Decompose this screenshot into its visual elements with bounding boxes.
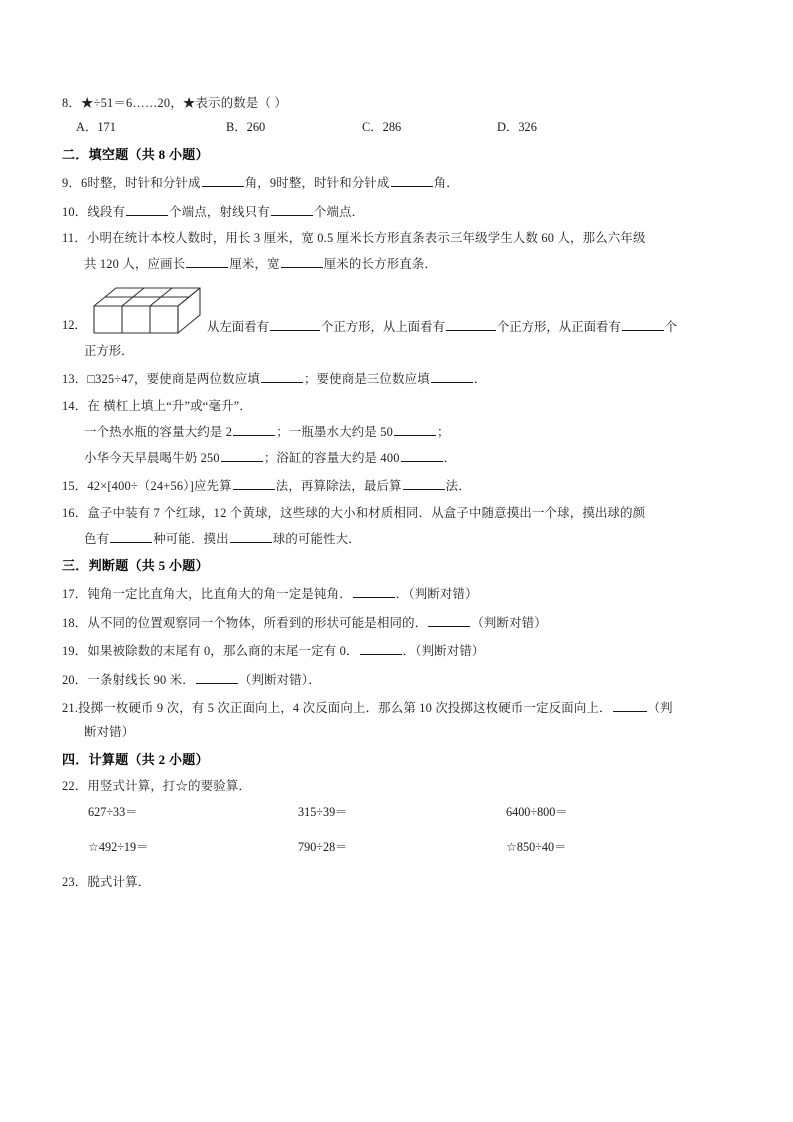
calc-expression: ☆850÷40＝ <box>506 840 567 854</box>
question-11-line1: 11．小明在统计本校人数时，用长 3 厘米，宽 0.5 厘米长方形直条表示三年级学生人数 60 人，那么六年级 <box>62 231 646 245</box>
calc-expression: 315÷39＝ <box>298 805 348 819</box>
question-17 <box>62 585 734 602</box>
question-8 <box>62 96 734 111</box>
question-21-line1a: 21.投掷一枚硬币 9 次，有 5 次正面向上，4 次反面向上．那么第 10 次投掷这枚硬币一定反面向上． <box>62 701 612 715</box>
question-11-line2c: 厘米的长方形直条． <box>323 257 438 271</box>
question-15-part3: 法． <box>445 479 471 493</box>
answer-blank[interactable] <box>431 370 473 383</box>
question-16-line-1 <box>62 506 734 521</box>
answer-blank[interactable] <box>613 699 647 712</box>
option-b[interactable]: B．260 <box>226 120 266 134</box>
question-20-part2: （判断对错）． <box>238 672 321 687</box>
question-20 <box>62 671 734 688</box>
question-21-line-2: 断对错） <box>84 725 135 739</box>
answer-blank[interactable] <box>233 423 275 436</box>
answer-blank[interactable] <box>221 449 263 462</box>
answer-blank[interactable] <box>353 585 395 598</box>
question-14-line-3 <box>62 449 734 466</box>
section-heading-3: 三．判断题（共 5 小题） <box>62 558 209 573</box>
question-11-line-2 <box>62 255 734 272</box>
question-11-line2a: 共 120 人，应画长 <box>84 257 186 271</box>
answer-blank[interactable] <box>230 530 272 543</box>
question-9-part2: 角，9时整，时针和分针成 <box>244 176 390 190</box>
question-12-text-d: 个 <box>664 319 678 334</box>
answer-blank[interactable] <box>271 203 313 216</box>
answer-blank[interactable] <box>202 174 244 187</box>
answer-blank[interactable] <box>233 477 275 490</box>
question-18-part1: 18．从不同的位置观察同一个物体，所看到的形状可能是相同的． <box>62 615 428 630</box>
question-19-part1: 19．如果被除数的末尾有 0，那么商的末尾一定有 0． <box>62 644 359 658</box>
worksheet-content <box>62 96 734 902</box>
question-16-line1: 16．盒子中装有 7 个红球，12 个黄球，这些球的大小和材质相同．从盒子中随意摸出一个球，摸出球的颜 <box>62 505 646 520</box>
question-9 <box>62 174 734 191</box>
question-16-line2c: 球的可能性大． <box>272 531 361 546</box>
question-9-part3: 角． <box>433 176 459 190</box>
question-14 <box>62 399 734 414</box>
question-10-part3: 个端点． <box>313 204 365 219</box>
answer-blank[interactable] <box>360 642 402 655</box>
answer-blank[interactable] <box>186 255 228 268</box>
question-11-line-1 <box>62 231 734 246</box>
question-23-stem: 23．脱式计算． <box>62 875 151 889</box>
calc-expression: 790÷28＝ <box>298 840 348 854</box>
question-15 <box>62 477 734 494</box>
question-21-line1b: （判 <box>647 701 673 715</box>
question-13-part1: 13．□325÷47，要使商是两位数应填 <box>62 372 260 386</box>
question-12-text-b: 个正方形，从上面看有 <box>320 319 445 334</box>
question-10-part2: 个端点，射线只有 <box>169 204 270 219</box>
question-13-part2: ；要使商是三位数应填 <box>303 372 430 386</box>
question-19 <box>62 642 734 659</box>
question-10 <box>62 203 734 220</box>
question-16-line2b: 种可能．摸出 <box>153 531 229 546</box>
question-14-line2c: ； <box>437 424 450 439</box>
calc-expression: 627÷33＝ <box>88 805 138 819</box>
cube-stack-3d-icon <box>80 284 202 344</box>
answer-blank[interactable] <box>196 671 238 684</box>
option-d[interactable]: D．326 <box>497 120 537 134</box>
question-22-row-1 <box>62 805 734 820</box>
answer-blank[interactable] <box>281 255 323 268</box>
question-15-part1: 15．42×[400÷（24+56）]应先算 <box>62 479 232 493</box>
answer-blank[interactable] <box>110 530 152 543</box>
answer-blank[interactable] <box>403 477 445 490</box>
answer-blank[interactable] <box>428 614 470 627</box>
question-16-line2a: 色有 <box>84 531 110 546</box>
question-12-text <box>207 318 737 335</box>
question-8-options <box>62 120 734 135</box>
question-12-text-a: 从左面看有 <box>207 319 269 334</box>
answer-blank[interactable] <box>270 318 320 331</box>
question-20-part1: 20．一条射线长 90 米． <box>62 672 195 687</box>
section-heading-2: 二．填空题（共 8 小题） <box>62 147 209 162</box>
answer-blank[interactable] <box>391 174 433 187</box>
question-14-line3a: 小华今天早晨喝牛奶 250 <box>84 450 220 465</box>
question-22-stem: 22．用竖式计算，打☆的要验算． <box>62 778 252 793</box>
question-12-number: 12． <box>62 317 87 332</box>
question-16-line-2 <box>62 530 734 547</box>
question-8-stem: 8．★÷51＝6……20，★表示的数是（ ） <box>62 96 287 110</box>
question-14-line3b: ；浴缸的容量大约是 400 <box>263 450 400 465</box>
question-14-line2b: ；一瓶墨水大约是 50 <box>276 424 394 439</box>
section-heading-4: 四．计算题（共 2 小题） <box>62 751 209 767</box>
question-18-part2: （判断对错） <box>471 615 547 630</box>
question-11-line2b: 厘米，宽 <box>229 257 280 271</box>
question-15-part2: 法，再算除法，最后算 <box>275 479 402 493</box>
question-12 <box>62 284 734 338</box>
question-21-line-1 <box>62 699 734 716</box>
option-a[interactable]: A．171 <box>76 120 116 134</box>
question-14-line-2 <box>62 423 734 440</box>
option-c[interactable]: C．286 <box>362 120 402 134</box>
question-12-text-c: 个正方形，从正面看有 <box>496 319 621 334</box>
question-12-tail: 正方形． <box>84 343 134 358</box>
answer-blank[interactable] <box>261 370 303 383</box>
answer-blank[interactable] <box>126 203 168 216</box>
question-9-part1: 9．6时整，时针和分针成 <box>62 176 201 190</box>
question-18 <box>62 614 734 631</box>
question-13 <box>62 370 734 387</box>
question-23 <box>62 875 734 890</box>
question-17-part1: 17．钝角一定比直角大，比直角大的角一定是钝角． <box>62 587 352 601</box>
answer-blank[interactable] <box>401 449 443 462</box>
calc-expression: ☆492÷19＝ <box>88 840 149 854</box>
answer-blank[interactable] <box>622 318 664 331</box>
answer-blank[interactable] <box>394 423 436 436</box>
calc-expression: 6400÷800＝ <box>506 805 568 819</box>
question-19-part2: ．（判断对错） <box>402 644 485 658</box>
question-14-line2a: 一个热水瓶的容量大约是 2 <box>84 424 233 439</box>
question-10-part1: 10．线段有 <box>62 204 126 219</box>
question-13-part3: ． <box>473 372 487 386</box>
answer-blank[interactable] <box>446 318 496 331</box>
question-14-line3c: ． <box>443 450 457 465</box>
question-22-row-2 <box>62 840 734 855</box>
question-17-part2: ．（判断对错） <box>395 587 478 601</box>
question-14-stem: 14．在 横杠上填上“升”或“毫升”． <box>62 398 252 413</box>
question-22 <box>62 779 734 794</box>
